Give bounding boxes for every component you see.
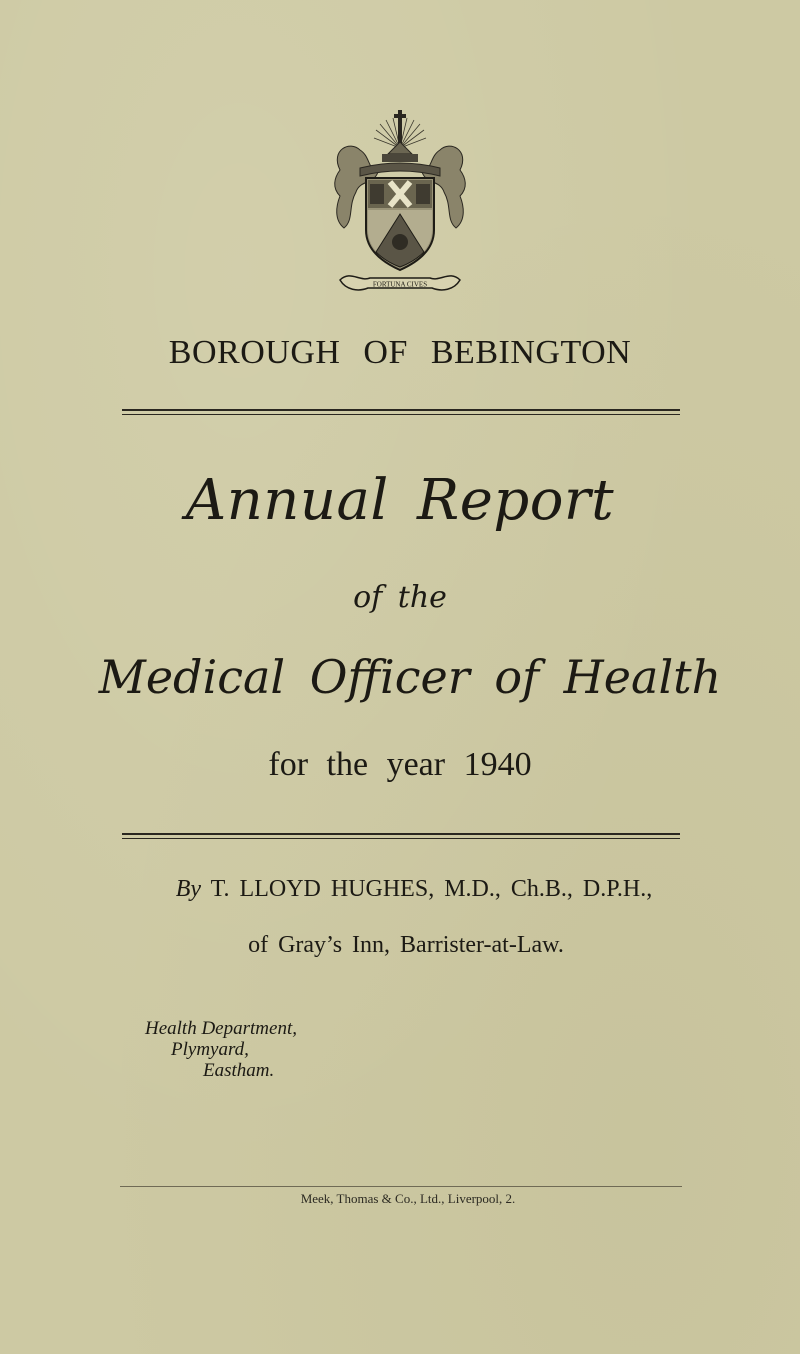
report-year: for the year 1940 bbox=[268, 746, 532, 783]
printer-rule-divider bbox=[120, 1186, 682, 1187]
address-line: Eastham. bbox=[203, 1060, 275, 1081]
printer-imprint: Meek, Thomas & Co., Ltd., Liverpool, 2. bbox=[300, 1191, 516, 1206]
title-connector: of the bbox=[353, 580, 447, 615]
report-title: Annual Report bbox=[185, 468, 615, 533]
double-rule-divider bbox=[122, 409, 680, 415]
author-by-label: By bbox=[175, 876, 202, 902]
department-address bbox=[145, 1018, 297, 1081]
report-subtitle: Medical Officer of Health bbox=[98, 650, 722, 704]
double-rule-divider bbox=[122, 833, 680, 839]
borough-heading: BOROUGH OF BEBINGTON bbox=[168, 334, 632, 371]
crest-motto: FORTUNA CIVES bbox=[372, 280, 428, 289]
address-line: Plymyard, bbox=[171, 1039, 249, 1060]
author-line bbox=[14, 876, 800, 903]
author-name: T. LLOYD HUGHES, M.D., Ch.B., D.P.H., bbox=[210, 876, 653, 902]
address-line: Health Department, bbox=[145, 1018, 297, 1039]
author-credentials: of Gray’s Inn, Barrister-at-Law. bbox=[248, 932, 564, 958]
coat-of-arms-icon bbox=[330, 110, 470, 300]
